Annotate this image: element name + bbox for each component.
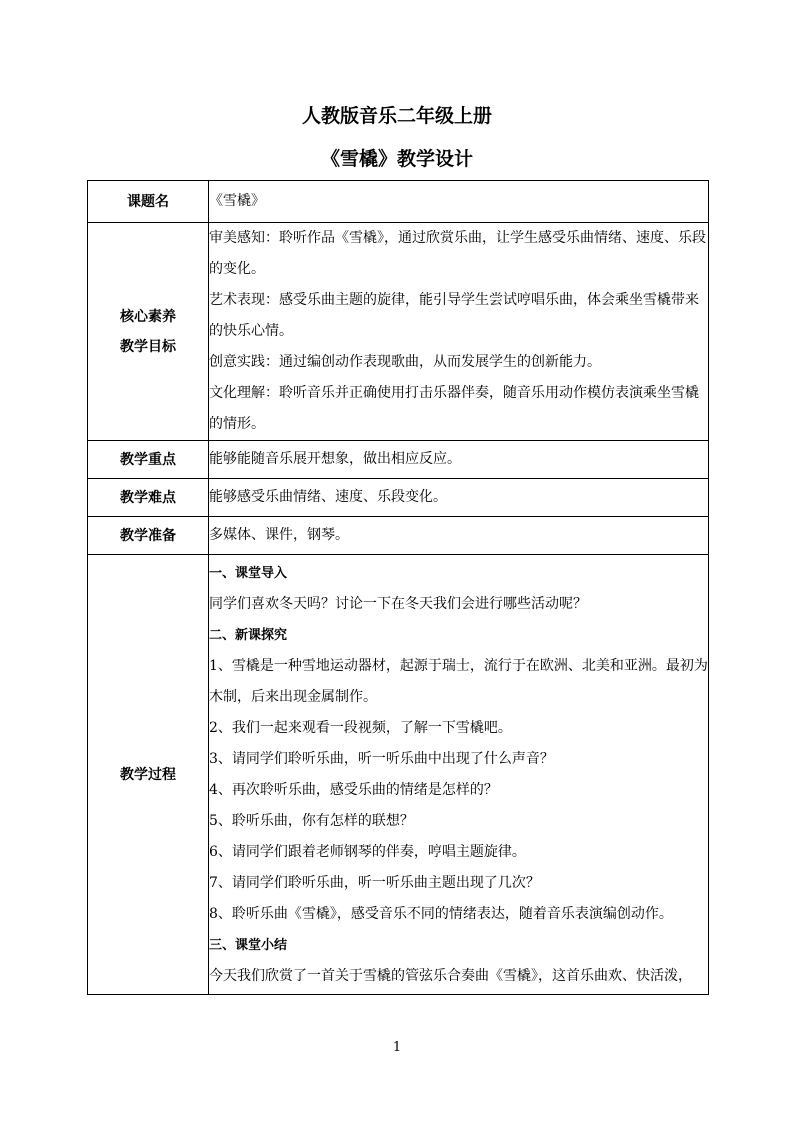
process-step: 6、请同学们跟着老师钢琴的伴奏，哼唱主题旋律。 <box>209 843 526 860</box>
label-line: 教学目标 <box>120 338 176 355</box>
row-content-preparation <box>209 517 709 555</box>
objective-aesthetic: 审美感知：聆听作品《雪橇》，通过欣赏乐曲，让学生感受乐曲情绪、速度、乐段的变化。 <box>209 230 706 277</box>
process-step: 1、雪橇是一种雪地运动器材，起源于瑞士，流行于在欧洲、北美和亚洲。最初为木制，后来出现金属制作。 <box>209 657 708 705</box>
table-row <box>88 441 709 479</box>
row-label-objectives <box>88 223 209 441</box>
topic-text: 《雪橇》 <box>209 193 265 209</box>
table-row <box>88 517 709 555</box>
table-row <box>88 181 709 223</box>
section-heading-explore: 二、新课探究 <box>209 627 288 643</box>
process-step: 同学们喜欢冬天吗？讨论一下在冬天我们会进行哪些活动呢？ <box>209 595 587 612</box>
row-label-topic: 课题名 <box>88 181 209 223</box>
difficulty-text: 能够感受乐曲情绪、速度、乐段变化。 <box>209 489 447 505</box>
section-heading-summary: 三、课堂小结 <box>209 937 288 953</box>
row-label-process: 教学过程 <box>88 555 209 995</box>
process-step: 4、再次聆听乐曲，感受乐曲的情绪是怎样的？ <box>209 781 498 798</box>
document-subtitle: 《雪橇》教学设计 <box>320 148 473 170</box>
objective-culture: 文化理解：聆听音乐并正确使用打击乐器伴奏，随音乐用动作模仿表演乘坐雪橇的情形。 <box>209 385 699 432</box>
section-heading-intro: 一、课堂导入 <box>209 565 288 581</box>
focus-text: 能够能随音乐展开想象，做出相应反应。 <box>209 451 461 467</box>
objective-creativity: 创意实践：通过编创动作表现歌曲，从而发展学生的创新能力。 <box>209 354 601 370</box>
process-step: 今天我们欣赏了一首关于雪橇的管弦乐合奏曲《雪橇》，这首乐曲欢、快活泼， <box>209 967 692 984</box>
page-number: 1 <box>392 1040 402 1055</box>
table-row <box>88 555 709 995</box>
row-label-focus: 教学重点 <box>88 441 209 479</box>
process-step: 8、聆听乐曲《雪橇》，感受音乐不同的情绪表达，随着音乐表演编创动作。 <box>209 905 673 922</box>
document-title: 人教版音乐二年级上册 <box>301 105 492 127</box>
row-label-difficulty: 教学难点 <box>88 479 209 517</box>
label-line: 核心素养 <box>120 308 176 325</box>
row-content-topic <box>209 181 709 223</box>
table-row <box>88 223 709 441</box>
lesson-plan-table <box>87 180 709 995</box>
process-step: 7、请同学们聆听乐曲，听一听乐曲主题出现了几次？ <box>209 874 540 891</box>
row-content-objectives <box>209 223 709 441</box>
objective-expression: 艺术表现：感受乐曲主题的旋律，能引导学生尝试哼唱乐曲，体会乘坐雪橇带来的快乐心情。 <box>209 292 699 339</box>
process-step: 5、聆听乐曲，你有怎样的联想？ <box>209 812 414 829</box>
row-label-preparation: 教学准备 <box>88 517 209 555</box>
row-content-process <box>209 555 709 995</box>
preparation-text: 多媒体、课件，钢琴。 <box>209 527 349 543</box>
row-content-focus <box>209 441 709 479</box>
process-step: 2、我们一起来观看一段视频，了解一下雪橇吧。 <box>209 719 512 736</box>
row-content-difficulty <box>209 479 709 517</box>
table-row <box>88 479 709 517</box>
process-step: 3、请同学们聆听乐曲，听一听乐曲中出现了什么声音？ <box>209 750 554 767</box>
